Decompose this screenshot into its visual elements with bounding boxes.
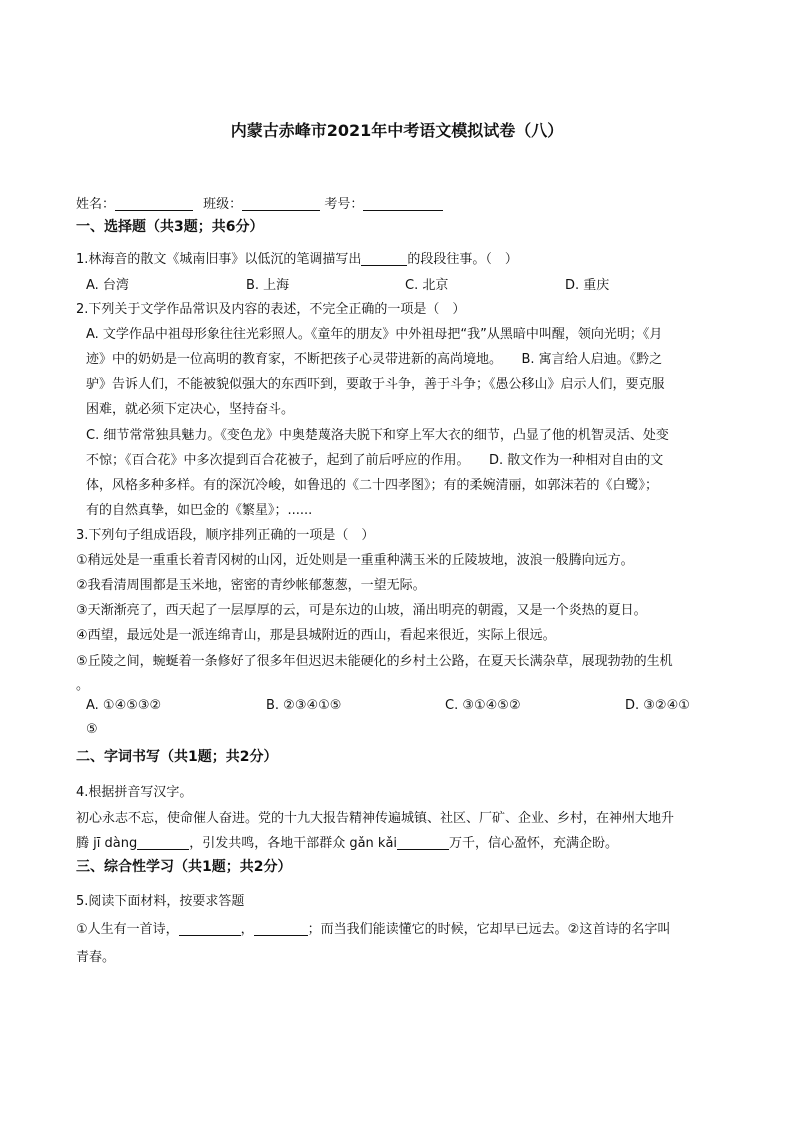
name-label: 姓名： (76, 197, 116, 212)
q3-option-d[interactable]: D. ③②④① (625, 698, 690, 713)
q3-sentence: ③天渐渐亮了，西天起了一层厚厚的云，可是东边的山坡，涌出明亮的朝霞，又是一个炎热的夏日。 (76, 603, 647, 618)
q3-option-b[interactable]: B. ②③④①⑤ (266, 698, 342, 713)
q4-pinyin-1: 腾 jī dàng (76, 836, 138, 851)
question-4-stem: 4.根据拼音写汉字。 (76, 785, 193, 800)
q3-sentence: 。 (76, 678, 90, 693)
section-heading-2: 二、字词书写（共1题；共2分） (76, 749, 278, 765)
q2-text-line: A. 文学作品中祖母形象往往光彩照人。《童年的朋友》中外祖母把“我”从黑暗中叫醒，领向光明；《月 (86, 327, 663, 342)
number-blank[interactable] (363, 196, 443, 211)
q1-option-d[interactable]: D. 重庆 (565, 278, 610, 293)
question-1-stem (76, 248, 518, 267)
q2-text-line: 驴》告诉人们，不能被貌似强大的东西吓到，要敢于斗争，善于斗争；《愚公移山》启示人们，要克服 (86, 377, 665, 392)
q5-blank-1[interactable] (179, 921, 241, 936)
q1-option-a[interactable]: A. 台湾 (86, 278, 129, 293)
number-label: 考号： (324, 197, 364, 212)
q2-text-line: 迹》中的奶奶是一位高明的教育家，不断把孩子心灵带进新的高尚境地。 B. 寓言给人启迪。《黔之 (86, 352, 663, 367)
q3-sentence: ⑤丘陵之间，蜿蜒着一条修好了很多年但迟迟未能硬化的乡村土公路，在夏天长满杂草，展现勃勃的生机 (76, 654, 673, 669)
name-blank[interactable] (115, 196, 193, 211)
q2-text-line: 体，风格多种多样。有的深沉冷峻，如鲁迅的《二十四孝图》；有的柔婉清丽，如郭沫若的《白鹭》； (86, 478, 659, 493)
q4-pinyin-2: ，引发共鸣，各地干部群众 gǎn kǎi (189, 836, 398, 851)
q3-option-d-continued: ⑤ (86, 722, 98, 737)
q5-text-line-2: 青春。 (76, 950, 116, 965)
question-3-stem: 3.下列句子组成语段，顺序排列正确的一项是（ ） (76, 528, 375, 543)
q5-blank-2[interactable] (254, 921, 308, 936)
q1-option-c[interactable]: C. 北京 (405, 278, 449, 293)
q4-text-tail: 万千，信心盈怀，充满企盼。 (449, 836, 619, 851)
q2-text-line: 不惊；《百合花》中多次提到百合花被子，起到了前后呼应的作用。 D. 散文作为一种相对自由的文 (86, 453, 664, 468)
question-5-stem: 5.阅读下面材料，按要求答题 (76, 894, 245, 909)
section-heading-3: 三、综合性学习（共1题；共2分） (76, 859, 292, 875)
q1-stem-part-a: 1.林海音的散文《城南旧事》以低沉的笔调描写出 (76, 252, 362, 267)
q3-option-c[interactable]: C. ③①④⑤② (445, 698, 521, 713)
q3-sentence: ④西望，最远处是一派连绵青山，那是县城附近的西山，看起来很近，实际上很远。 (76, 628, 556, 643)
section-heading-1: 一、选择题（共3题；共6分） (76, 219, 264, 235)
class-blank[interactable] (242, 196, 320, 211)
class-label: 班级： (203, 197, 243, 212)
q1-blank[interactable] (361, 251, 407, 266)
q5-text-line-1 (76, 918, 670, 937)
q4-blank-2[interactable] (397, 835, 449, 850)
q5-text-part-a: ①人生有一首诗， (76, 922, 179, 937)
q2-text-line: 困难，就必须下定决心，坚持奋斗。 (86, 402, 295, 417)
q1-stem-part-b: 的段段往事。（ ） (407, 252, 518, 267)
q4-text-line-1: 初心永志不忘，使命催人奋进。党的十九大报告精神传遍城镇、社区、厂矿、企业、乡村，在神州大地升 (76, 811, 675, 826)
q3-sentence: ①稍远处是一重重长着青冈树的山冈，近处则是一重重种满玉米的丘陵坡地，波浪一般腾向远方。 (76, 553, 634, 568)
q3-option-a[interactable]: A. ①④⑤③② (86, 698, 162, 713)
question-2-stem: 2.下列关于文学作品常识及内容的表述，不完全正确的一项是（ ） (76, 302, 466, 317)
q1-option-b[interactable]: B. 上海 (246, 278, 290, 293)
q4-blank-1[interactable] (137, 835, 189, 850)
q2-text-line: C. 细节常常独具魅力。《变色龙》中奥楚蔑洛夫脱下和穿上军大衣的细节，凸显了他的机智灵活、处变 (86, 428, 669, 443)
q4-text-line-2 (76, 832, 618, 851)
q3-sentence: ②我看清周围都是玉米地，密密的青纱帐郁葱葱，一望无际。 (76, 578, 426, 593)
q2-text-line: 有的自然真挚，如巴金的《繁星》；...... (86, 503, 313, 518)
page-title: 内蒙古赤峰市2021年中考语文模拟试卷（八） (230, 121, 564, 140)
info-row (76, 193, 443, 212)
q5-comma: ， (240, 922, 254, 937)
q5-text-part-c: ；而当我们能读懂它的时候，它却早已远去。②这首诗的名字叫 (307, 922, 671, 937)
